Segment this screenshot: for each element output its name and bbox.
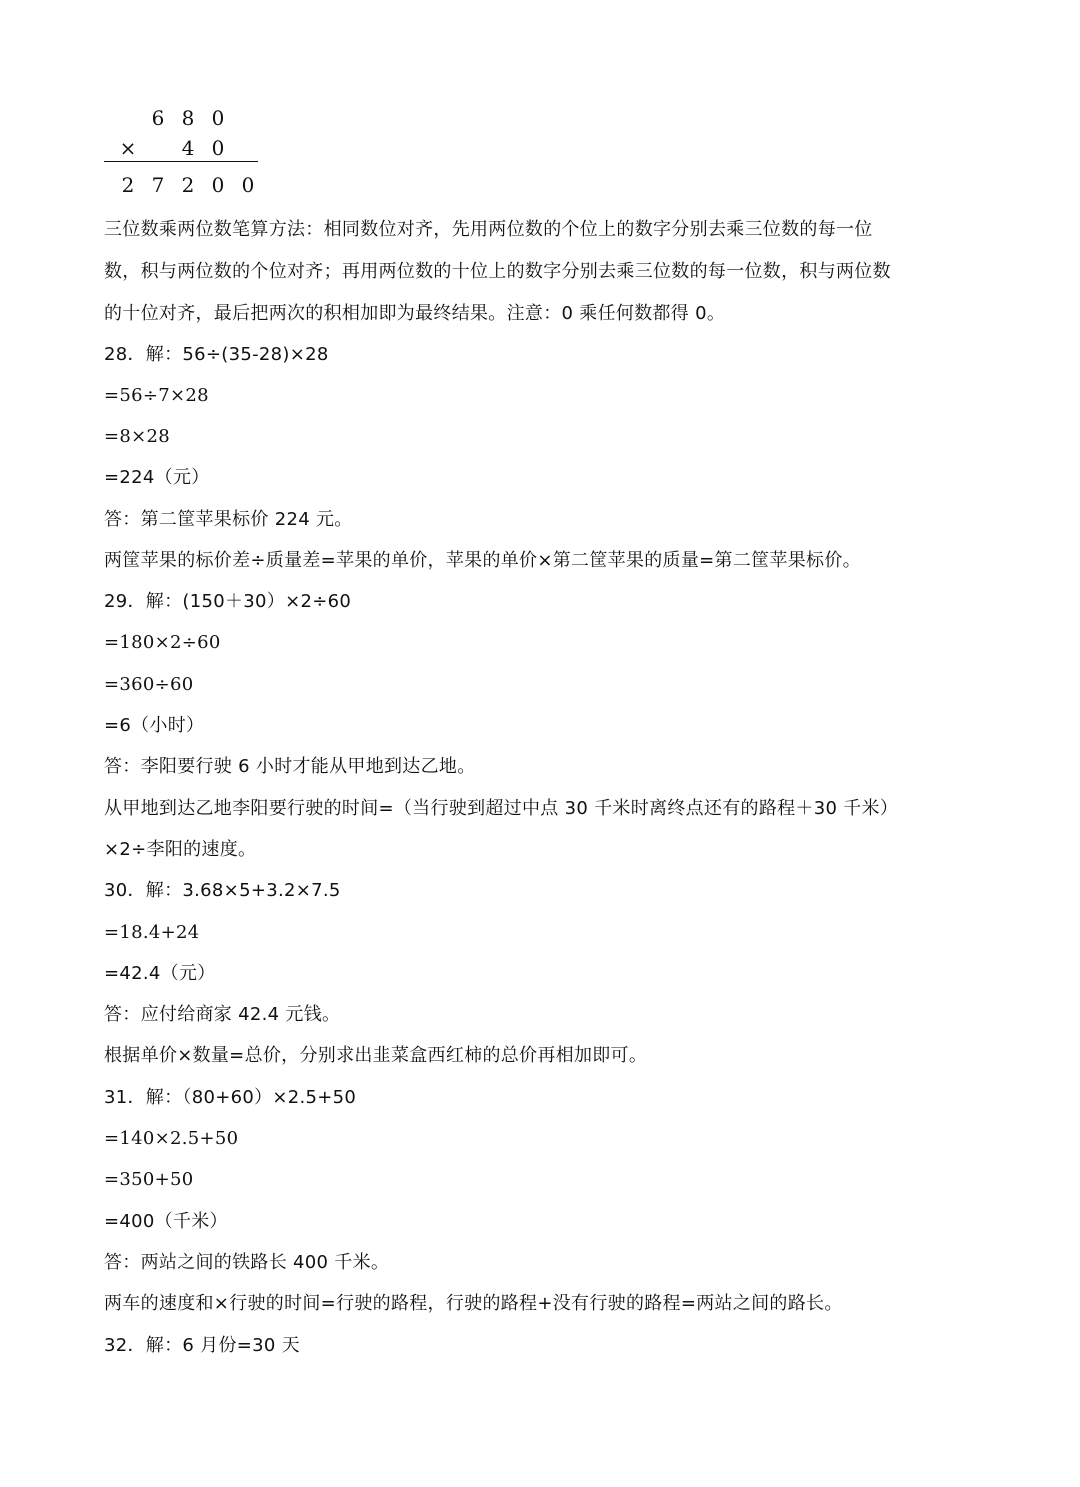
q28-step: =8×28 — [104, 426, 171, 447]
q28-step: =56÷7×28 — [104, 385, 209, 406]
q30-answer: 答：应付给商家 42.4 元钱。 — [104, 1004, 341, 1025]
multiplier-digit: 4 — [181, 136, 195, 160]
q31-step: =140×2.5+50 — [104, 1128, 239, 1149]
q31-step: =400（千米） — [104, 1211, 228, 1232]
method-explanation-line-1: 三位数乘两位数笔算方法：相同数位对齐，先用两位数的个位上的数字分别去乘三位数的每一位 — [104, 219, 873, 240]
q29-step: =360÷60 — [104, 674, 194, 695]
multiplicand-digit: 8 — [181, 106, 195, 130]
product-digit: 0 — [241, 173, 255, 197]
q29-explanation-line-1: 从甲地到达乙地李阳要行驶的时间=（当行驶到超过中点 30 千米时离终点还有的路程＋30 千米） — [104, 798, 899, 819]
product-digit: 7 — [151, 173, 165, 197]
q28-answer: 答：第二筐苹果标价 224 元。 — [104, 509, 353, 530]
q29-answer: 答：李阳要行驶 6 小时才能从甲地到达乙地。 — [104, 756, 476, 777]
multiply-operator: × — [119, 136, 137, 160]
q28-solution-heading: 28．解：56÷(35-28)×28 — [104, 344, 329, 365]
q29-solution-heading: 29．解：(150＋30）×2÷60 — [104, 591, 352, 612]
q29-step: =6（小时） — [104, 715, 205, 736]
q30-explanation: 根据单价×数量=总价，分别求出韭菜盒西红柿的总价再相加即可。 — [104, 1045, 648, 1066]
q30-step: =18.4+24 — [104, 922, 200, 943]
q31-solution-heading: 31．解：（80+60）×2.5+50 — [104, 1087, 357, 1108]
q31-explanation: 两车的速度和×行驶的时间=行驶的路程，行驶的路程+没有行驶的路程=两站之间的路长。 — [104, 1293, 843, 1314]
q30-solution-heading: 30．解：3.68×5+3.2×7.5 — [104, 880, 341, 901]
method-explanation-line-2: 数，积与两位数的个位对齐；再用两位数的十位上的数字分别去乘三位数的每一位数，积与两位数 — [104, 261, 891, 282]
multiplication-rule-line — [104, 161, 258, 162]
q31-step: =350+50 — [104, 1169, 194, 1190]
q29-step: =180×2÷60 — [104, 632, 221, 653]
vertical-multiplication — [104, 102, 260, 202]
product-digit: 2 — [181, 173, 195, 197]
multiplicand-digit: 0 — [211, 106, 225, 130]
product-digit: 0 — [211, 173, 225, 197]
product-digit: 2 — [121, 173, 135, 197]
method-explanation-line-3: 的十位对齐，最后把两次的积相加即为最终结果。注意：0 乘任何数都得 0。 — [104, 303, 726, 324]
q31-answer: 答：两站之间的铁路长 400 千米。 — [104, 1252, 390, 1273]
multiplier-digit: 0 — [211, 136, 225, 160]
q30-step: =42.4（元） — [104, 963, 216, 984]
q29-explanation-line-2: ×2÷李阳的速度。 — [104, 839, 257, 860]
q28-step: =224（元） — [104, 467, 210, 488]
q28-explanation: 两筐苹果的标价差÷质量差=苹果的单价，苹果的单价×第二筐苹果的质量=第二筐苹果标价。 — [104, 550, 861, 571]
multiplicand-digit: 6 — [151, 106, 165, 130]
q32-solution-heading: 32．解：6 月份=30 天 — [104, 1335, 300, 1356]
